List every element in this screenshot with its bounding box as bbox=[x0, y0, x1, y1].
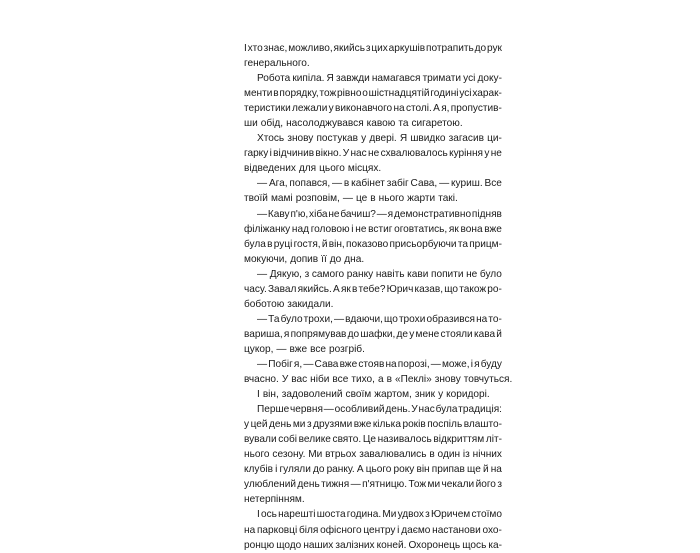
text-line: відведених для цього місцях. bbox=[244, 163, 382, 175]
text-line: улюблений день тижня — п'ятницю. Тож ми чекали його з bbox=[244, 479, 502, 491]
text-line: філіжанку над головою і не встиг оговтатись, як вона вже bbox=[244, 223, 502, 235]
text-line: нього сезону. Ми втрьох завалювались в один із нічних bbox=[244, 449, 502, 461]
text-line: Робота кипіла. Я завжди намагався тримати усі доку- bbox=[257, 73, 502, 85]
text-line: І він, задоволений своїм жартом, зник у коридорі. bbox=[257, 389, 490, 401]
text-line: — Каву п'ю, хіба не бачиш? — я демонстративно підняв bbox=[257, 208, 502, 220]
text-line: твоїй мамі розповім, — це в нього жарти такі. bbox=[244, 193, 458, 205]
text-line: була в руці гостя, й він, показово присьорбуючи та прицм- bbox=[244, 238, 502, 250]
text-line: теристики лежали у виконавчого на столі. А я, пропустив- bbox=[244, 103, 502, 115]
text-line: гарку і відчинив вікно. У нас не схвалювалось куріння у не bbox=[244, 148, 502, 160]
text-line: на парковці біля офісного центру і даємо настанови охо- bbox=[244, 524, 502, 536]
text-line: ши обід, насолоджувався кавою та сигаретою. bbox=[244, 118, 463, 130]
text-line: часу. Завал якийсь. А як в тебе? Юрич казав, що також ро- bbox=[244, 283, 502, 295]
text-line: — Дякую, з самого ранку навіть кави попити не було bbox=[257, 268, 502, 280]
text-line: цукор, — вже все розгріб. bbox=[244, 343, 365, 355]
body-text bbox=[244, 41, 513, 553]
text-line: мокуючи, допив її до дна. bbox=[244, 253, 365, 265]
book-page bbox=[244, 41, 513, 553]
text-line: — Ага, попався, — в кабінет забіг Сава, — куриш. Все bbox=[257, 178, 502, 190]
text-line: у цей день ми з друзями вже кілька років поспіль влашто- bbox=[244, 419, 502, 431]
text-line: Перше червня — особливий день. У нас була традиція: bbox=[257, 404, 502, 416]
text-line: ронцю щодо наших залізних коней. Охоронець щось ка- bbox=[244, 539, 502, 551]
text-line: нетерпінням. bbox=[244, 494, 305, 506]
text-line: боботою закидали. bbox=[244, 298, 334, 310]
text-line: Хтось знову постукав у двері. Я швидко загасив ци- bbox=[257, 133, 502, 145]
text-line: — Побіг я, — Сава вже стояв на порозі, — може, і я буду bbox=[257, 358, 502, 370]
text-line: І ось нарешті шоста година. Ми удвох з Юричем стоїмо bbox=[257, 509, 502, 521]
text-line: І хто знає, можливо, якийсь з цих аркушів потрапить до рук bbox=[244, 43, 502, 54]
text-line: — Та було трохи, — вдаючи, що трохи образився на то- bbox=[257, 313, 502, 325]
text-line: клубів і гуляли до ранку. А цього року він припав ще й на bbox=[244, 464, 502, 476]
text-line: менти в порядку, тож рівно о шістнадцятій годині усі харак- bbox=[244, 88, 502, 100]
text-line: генерального. bbox=[244, 58, 310, 70]
text-line: вчасно. У вас ніби все тихо, а в «Пеклі» знову товчуться. bbox=[244, 374, 513, 386]
text-line: вариша, я попрямував до шафки, де у мене стояли кава й bbox=[244, 328, 502, 340]
text-line: вували собі велике свято. Це називалось відкриттям літ- bbox=[244, 434, 502, 446]
